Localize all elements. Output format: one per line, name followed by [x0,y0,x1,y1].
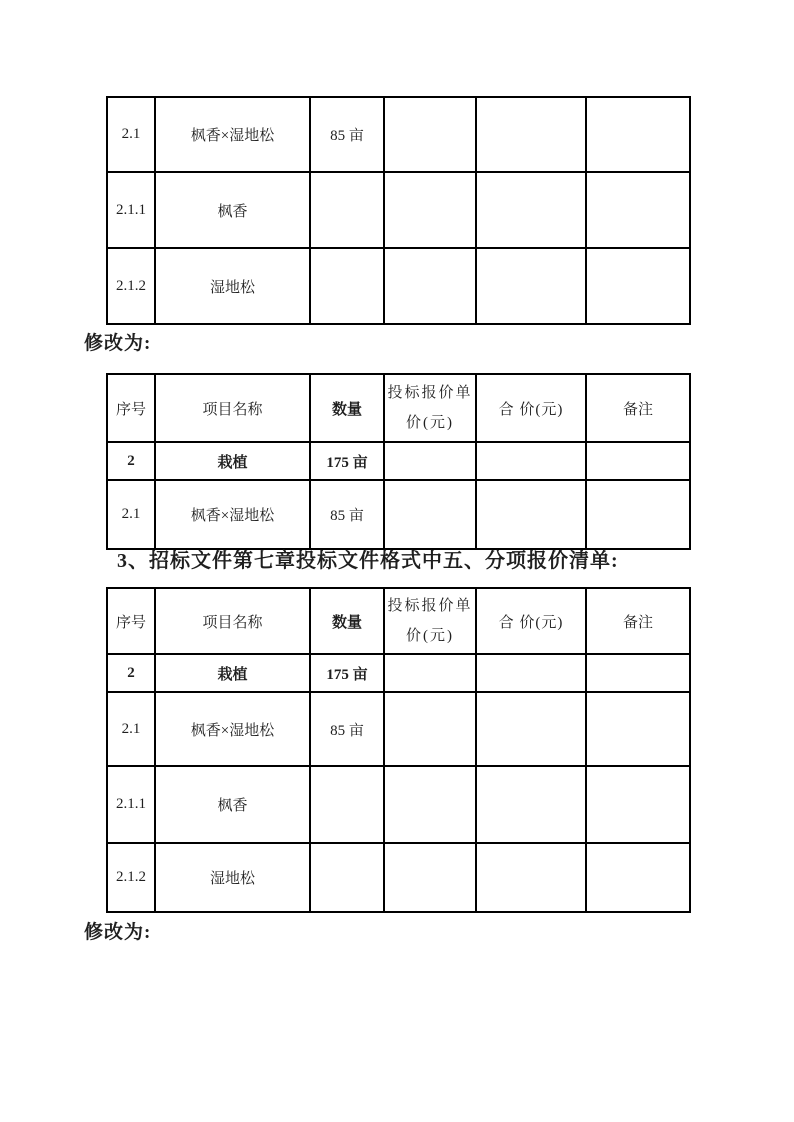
header-remark: 备注 [586,374,690,442]
cell-no: 2.1.1 [107,172,155,248]
cell-unit-price [384,97,476,172]
cell-total-price [476,766,586,843]
table-row [107,97,690,172]
cell-qty [310,843,384,912]
table-row [107,766,690,843]
header-total-price: 合 价(元) [476,374,586,442]
cell-remark [586,442,690,480]
cell-total-price [476,480,586,549]
table-row [107,480,690,549]
cell-total-price [476,692,586,766]
header-qty: 数量 [310,374,384,442]
header-unit-price [384,588,476,654]
cell-total-price [476,97,586,172]
original-items-table [106,96,691,325]
cell-name: 枫香 [155,766,310,843]
cell-name: 枫香×湿地松 [155,692,310,766]
header-name: 项目名称 [155,588,310,654]
cell-unit-price [384,654,476,692]
header-no: 序号 [107,588,155,654]
section-3-heading: 3、招标文件第七章投标文件格式中五、分项报价清单: [117,550,619,572]
table-row [107,248,690,324]
cell-unit-price [384,442,476,480]
table-row [107,843,690,912]
header-unit-price-line1: 投标报价单 [387,598,473,614]
cell-qty: 85 亩 [310,97,384,172]
cell-no: 2.1 [107,692,155,766]
cell-no: 2 [107,442,155,480]
cell-total-price [476,843,586,912]
cell-unit-price [384,172,476,248]
cell-remark [586,692,690,766]
header-total-price: 合 价(元) [476,588,586,654]
cell-total-price [476,172,586,248]
cell-qty [310,172,384,248]
cell-unit-price [384,692,476,766]
cell-no: 2 [107,654,155,692]
cell-no: 2.1.1 [107,766,155,843]
cell-name: 栽植 [155,654,310,692]
cell-no: 2.1 [107,97,155,172]
header-qty: 数量 [310,588,384,654]
header-remark: 备注 [586,588,690,654]
cell-unit-price [384,248,476,324]
cell-name: 栽植 [155,442,310,480]
cell-remark [586,766,690,843]
cell-qty: 175 亩 [310,442,384,480]
cell-qty [310,766,384,843]
table-row [107,692,690,766]
cell-name: 湿地松 [155,248,310,324]
cell-qty [310,248,384,324]
cell-name: 枫香×湿地松 [155,97,310,172]
modify-to-label-top: 修改为: [84,333,152,354]
cell-remark [586,248,690,324]
cell-unit-price [384,766,476,843]
cell-remark [586,654,690,692]
cell-total-price [476,248,586,324]
table-row [107,442,690,480]
table-row [107,654,690,692]
header-unit-price-line2: 价(元) [406,415,454,431]
cell-no: 2.1.2 [107,843,155,912]
cell-name: 枫香 [155,172,310,248]
cell-qty: 85 亩 [310,692,384,766]
modify-to-label-bottom: 修改为: [84,922,152,943]
revised-items-table [106,373,691,550]
header-unit-price-line2: 价(元) [406,628,454,644]
cell-remark [586,480,690,549]
cell-qty: 175 亩 [310,654,384,692]
cell-no: 2.1 [107,480,155,549]
cell-name: 湿地松 [155,843,310,912]
header-name: 项目名称 [155,374,310,442]
table-header-row [107,374,690,442]
cell-unit-price [384,480,476,549]
cell-remark [586,172,690,248]
header-unit-price-line1: 投标报价单 [387,385,473,401]
cell-total-price [476,654,586,692]
cell-remark [586,97,690,172]
cell-unit-price [384,843,476,912]
table-header-row [107,588,690,654]
section3-items-table [106,587,691,913]
cell-no: 2.1.2 [107,248,155,324]
cell-qty: 85 亩 [310,480,384,549]
table-row [107,172,690,248]
header-unit-price [384,374,476,442]
cell-remark [586,843,690,912]
cell-name: 枫香×湿地松 [155,480,310,549]
cell-total-price [476,442,586,480]
header-no: 序号 [107,374,155,442]
